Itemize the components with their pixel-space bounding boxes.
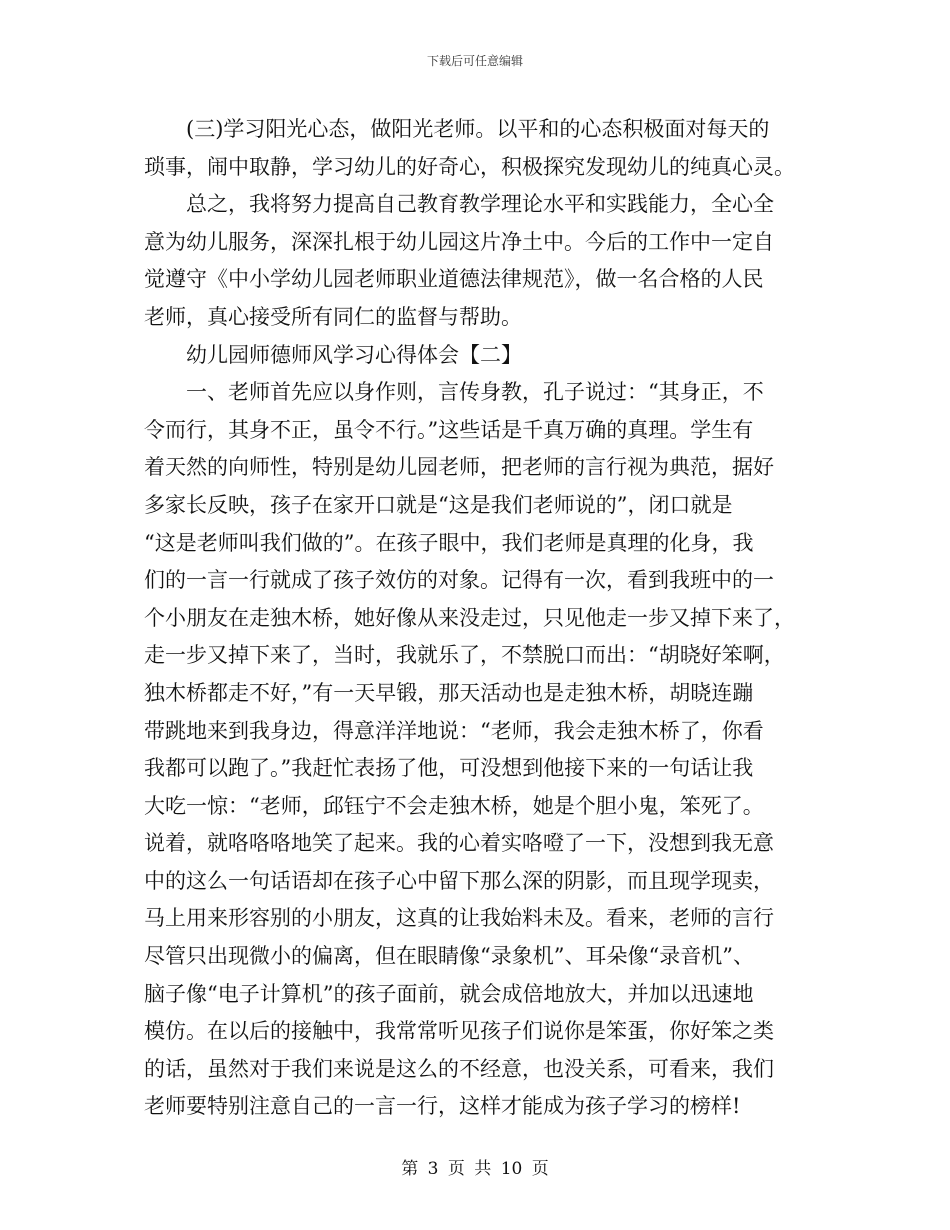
paragraph-line: 独木桥都走不好，”有一天早锻，那天活动也是走独木桥，胡晓连蹦 [144,680,754,705]
paragraph-line: 马上用来形容别的小朋友，这真的让我始料未及。看来，老师的言行 [144,906,774,931]
paragraph-line: 带跳地来到我身边，得意洋洋地说：“老师，我会走独木桥了，你看 [144,718,764,743]
paragraph-line: 说着，就咯咯咯地笑了起来。我的心着实咯噔了一下，没想到我无意 [144,831,774,856]
paragraph-line: 我都可以跑了。”我赶忙表扬了他，可没想到他接下来的一句话让我 [144,756,754,781]
page-header: 下载后可任意编辑 [426,54,523,68]
paragraph-line: 着天然的向师性，特别是幼儿园老师，把老师的言行视为典范，据好 [144,455,774,480]
paragraph-line: 脑子像“电子计算机”的孩子面前，就会成倍地放大，并加以迅速地 [144,981,754,1006]
paragraph-line: 觉遵守《中小学幼儿园老师职业道德法律规范》，做一名合格的人民 [144,267,764,292]
paragraph-line: 老师，真心接受所有同仁的监督与帮助。 [144,304,522,329]
paragraph-line: 多家长反映，孩子在家开口就是“这是我们老师说的”，闭口就是 [144,492,733,517]
paragraph-line: 的话，虽然对于我们来说是这么的不经意，也没关系，可看来，我们 [144,1056,774,1081]
paragraph-line: 令而行，其身不正，虽令不行。”这些话是千真万确的真理。学生有 [144,417,754,442]
paragraph-line: 个小朋友在走独木桥，她好像从来没走过，只见他走一步又掉下来了， [144,605,795,630]
paragraph-line: 们的一言一行就成了孩子效仿的对象。记得有一次，看到我班中的一 [144,568,774,593]
page-footer: 第 3 页 共 10 页 [401,1159,549,1179]
paragraph-line: 尽管只出现微小的偏离，但在眼睛像“录象机”、耳朵像“录音机”、 [144,944,754,969]
paragraph-line: “这是老师叫我们做的”。在孩子眼中，我们老师是真理的化身，我 [144,530,754,555]
paragraph-line: 琐事，闹中取静，学习幼儿的好奇心，积极探究发现幼儿的纯真心灵。 [144,154,795,179]
paragraph-line: 大吃一惊：“老师，邱钰宁不会走独木桥，她是个胆小鬼，笨死了。 [144,793,764,818]
section-heading: 幼儿园师德师风学习心得体会【二】 [186,342,522,367]
paragraph-line: (三)学习阳光心态，做阳光老师。以平和的心态积极面对每天的 [186,117,770,141]
paragraph-line: 总之，我将努力提高自己教育教学理论水平和实践能力，全心全 [186,192,774,217]
paragraph-line: 老师要特别注意自己的一言一行，这样才能成为孩子学习的榜样! [144,1094,741,1119]
document-body [144,111,804,1126]
paragraph-line: 意为幼儿服务，深深扎根于幼儿园这片净土中。今后的工作中一定自 [144,229,774,254]
paragraph-line: 走一步又掉下来了，当时，我就乐了，不禁脱口而出：“胡晓好笨啊， [144,643,785,668]
paragraph-line: 模仿。在以后的接触中，我常常听见孩子们说你是笨蛋，你好笨之类 [144,1019,774,1044]
paragraph-line: 一、老师首先应以身作则，言传身教，孔子说过：“其身正，不 [186,380,764,405]
paragraph-line: 中的这么一句话语却在孩子心中留下那么深的阴影，而且现学现卖， [144,868,774,893]
